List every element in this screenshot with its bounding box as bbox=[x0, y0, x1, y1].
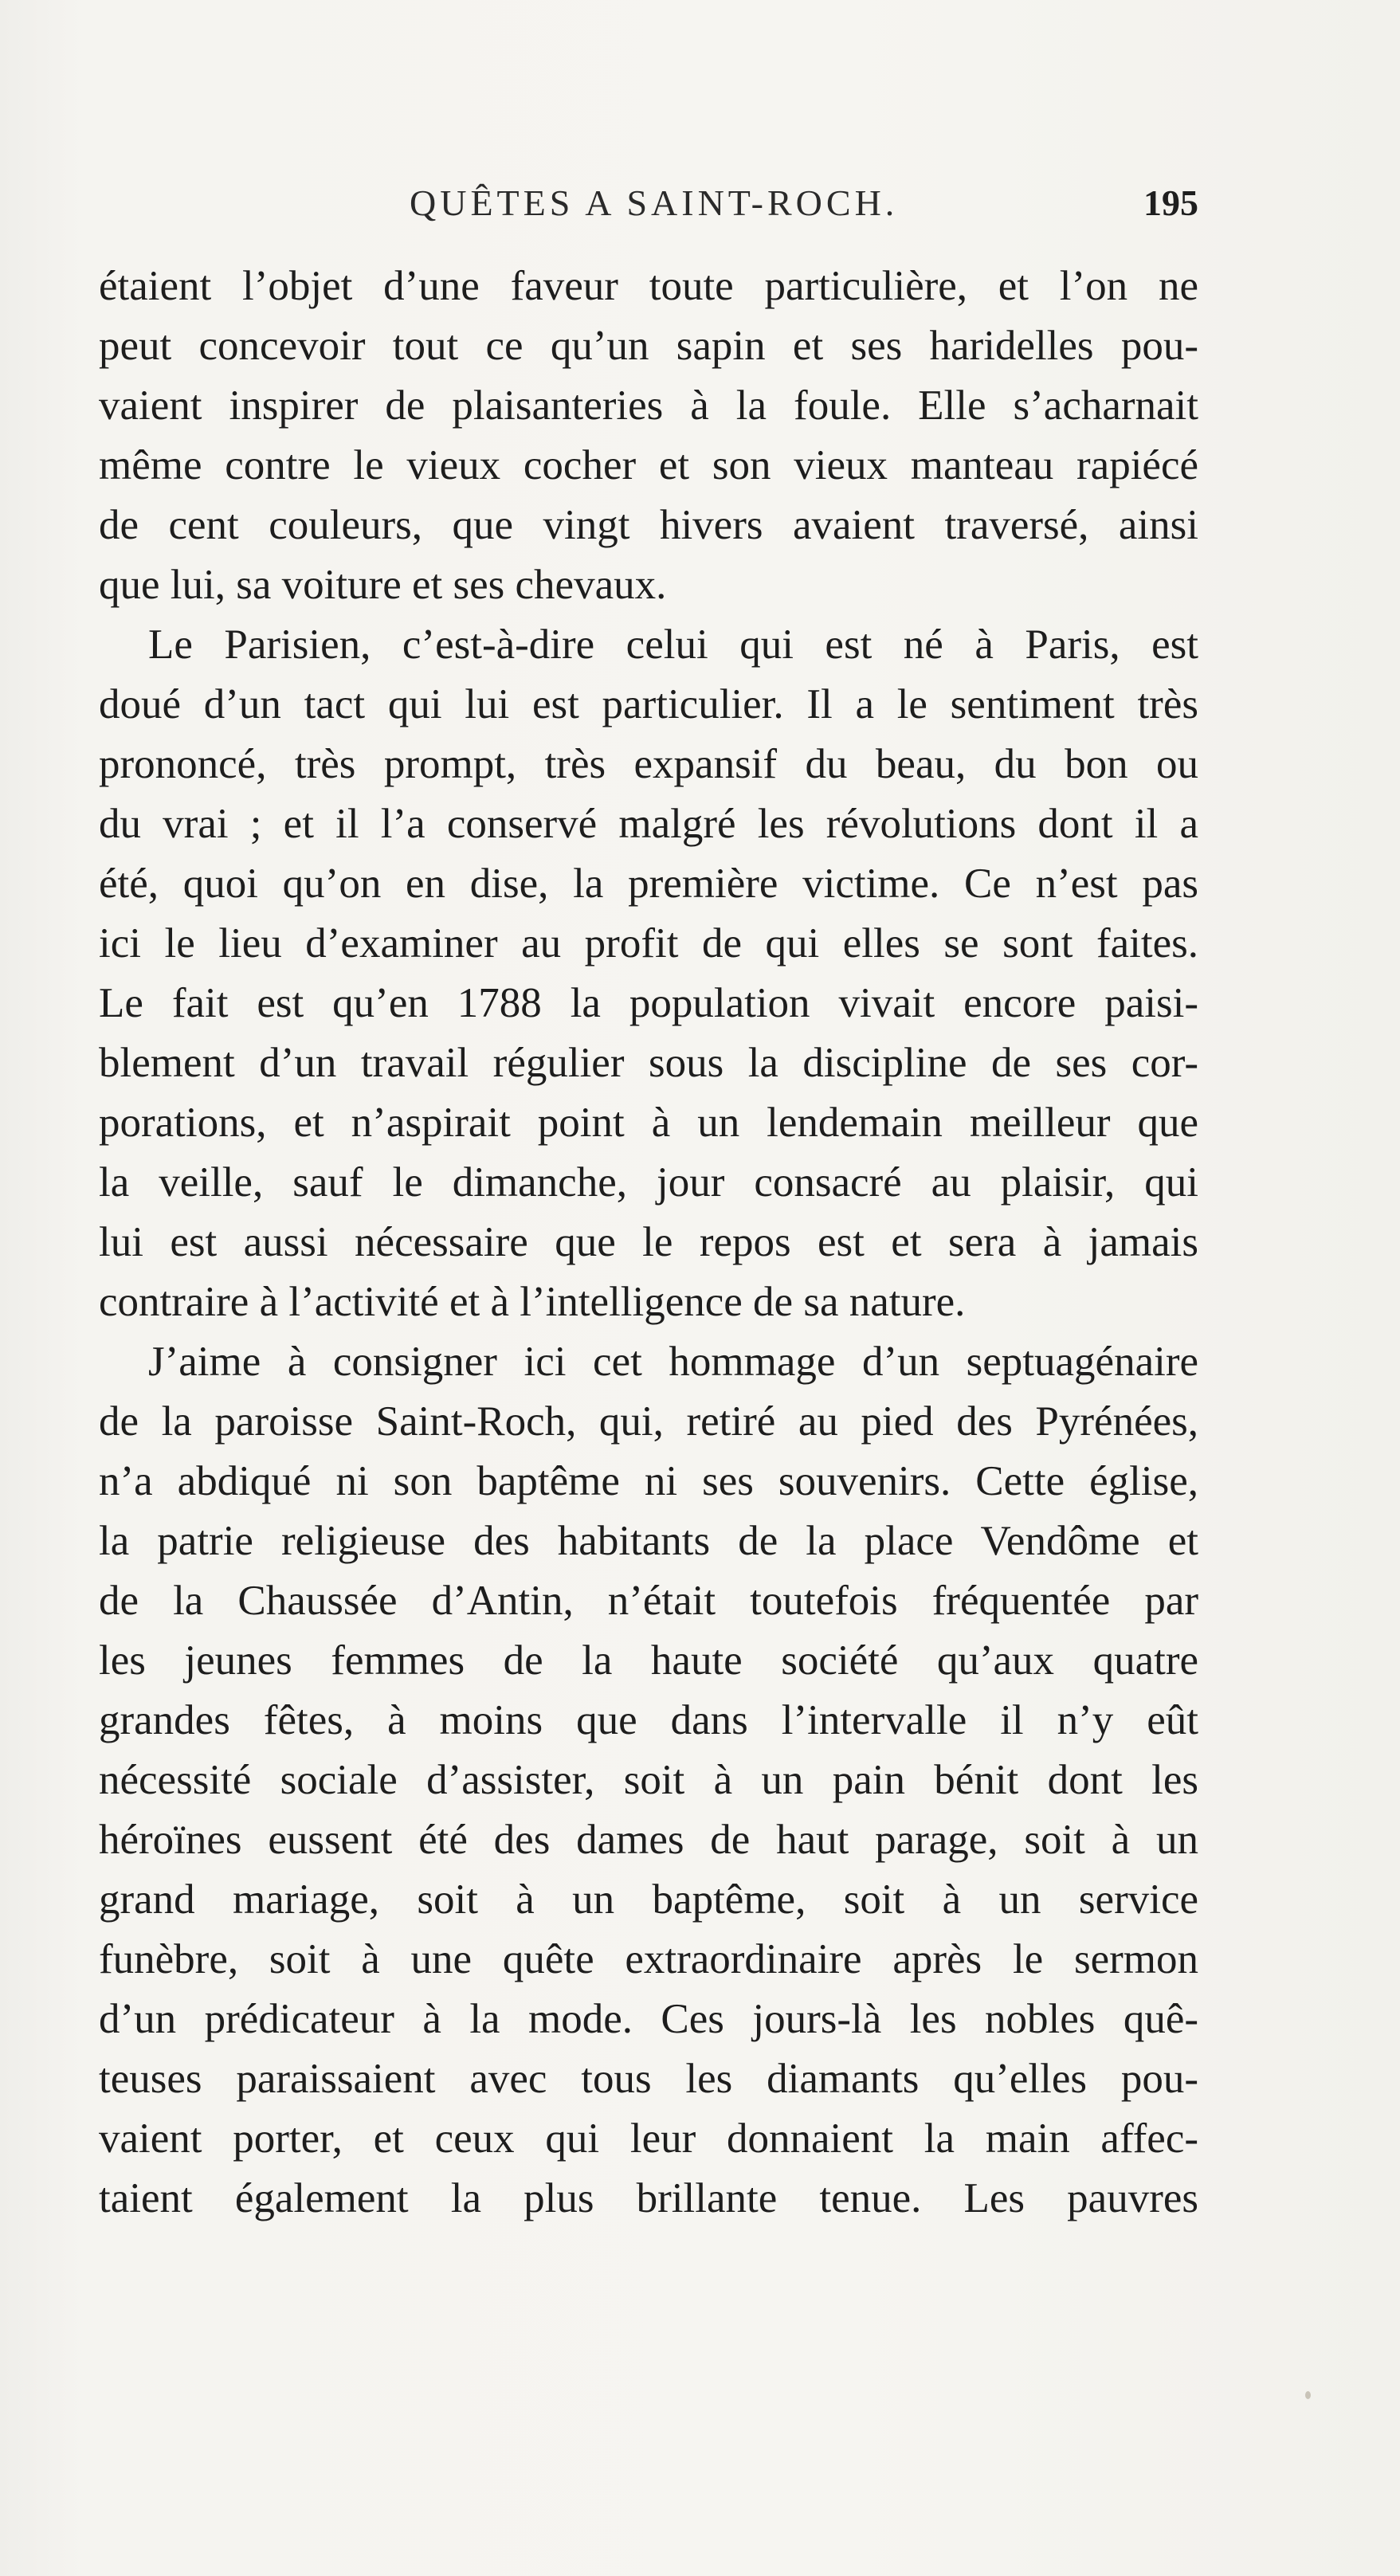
running-head bbox=[99, 182, 1198, 237]
text-line: funèbre, soit à une quête extraordinaire après le sermon bbox=[99, 1936, 1198, 1982]
text-line: la patrie religieuse des habitants de la place Vendôme et bbox=[99, 1518, 1198, 1564]
text-line: héroïnes eussent été des dames de haut parage, soit à un bbox=[99, 1817, 1198, 1863]
text-line: nécessité sociale d’assister, soit à un pain bénit dont les bbox=[99, 1757, 1198, 1803]
page-number: 195 bbox=[1143, 182, 1198, 223]
text-line: de la paroisse Saint-Roch, qui, retiré au pied des Pyrénées, bbox=[99, 1398, 1198, 1445]
text-line: de la Chaussée d’Antin, n’était toutefois fréquentée par bbox=[99, 1578, 1198, 1624]
text-line: taient également la plus brillante tenue. Les pauvres bbox=[99, 2175, 1198, 2221]
text-line: même contre le vieux cocher et son vieux manteau rapiécé bbox=[99, 442, 1198, 488]
text-line: été, quoi qu’on en dise, la première victime. Ce n’est pas bbox=[99, 861, 1198, 907]
text-line: que lui, sa voiture et ses chevaux. bbox=[99, 562, 667, 608]
text-line: vaient inspirer de plaisanteries à la foule. Elle s’acharnait bbox=[99, 382, 1198, 429]
text-line: teuses paraissaient avec tous les diamants qu’elles pou- bbox=[99, 2056, 1198, 2102]
text-line: blement d’un travail régulier sous la discipline de ses cor- bbox=[99, 1040, 1198, 1086]
text-line: peut concevoir tout ce qu’un sapin et ses haridelles pou- bbox=[99, 323, 1198, 369]
text-line: de cent couleurs, que vingt hivers avaient traversé, ainsi bbox=[99, 502, 1198, 548]
text-line: d’un prédicateur à la mode. Ces jours-là les nobles quê- bbox=[99, 1996, 1198, 2042]
text-line: contraire à l’activité et à l’intelligence de sa nature. bbox=[99, 1279, 966, 1325]
text-line: prononcé, très prompt, très expansif du beau, du bon ou bbox=[99, 741, 1198, 787]
text-line: du vrai ; et il l’a conservé malgré les révolutions dont il a bbox=[99, 801, 1198, 847]
running-title: QUÊTES A SAINT-ROCH. bbox=[410, 182, 899, 223]
text-line: grandes fêtes, à moins que dans l’intervalle il n’y eût bbox=[99, 1697, 1198, 1743]
text-line: lui est aussi nécessaire que le repos est et sera à jamais bbox=[99, 1219, 1198, 1265]
text-line: grand mariage, soit à un baptême, soit à un service bbox=[99, 1876, 1198, 1923]
text-line: la veille, sauf le dimanche, jour consacré au plaisir, qui bbox=[99, 1159, 1198, 1206]
paragraph-first-line: J’aime à consigner ici cet hommage d’un septuagénaire bbox=[148, 1339, 1198, 1385]
text-line: étaient l’objet d’une faveur toute particulière, et l’on ne bbox=[99, 263, 1198, 309]
text-line: vaient porter, et ceux qui leur donnaient la main affec- bbox=[99, 2115, 1198, 2162]
text-line: Le fait est qu’en 1788 la population vivait encore paisi- bbox=[99, 980, 1198, 1026]
body-text bbox=[99, 257, 1198, 2229]
paper-speck bbox=[1305, 2391, 1311, 2399]
text-line: doué d’un tact qui lui est particulier. Il a le sentiment très bbox=[99, 681, 1198, 727]
text-line: porations, et n’aspirait point à un lendemain meilleur que bbox=[99, 1100, 1198, 1146]
paragraph-first-line: Le Parisien, c’est-à-dire celui qui est né à Paris, est bbox=[148, 621, 1198, 668]
text-line: les jeunes femmes de la haute société qu’aux quatre bbox=[99, 1637, 1198, 1684]
text-line: ici le lieu d’examiner au profit de qui elles se sont faites. bbox=[99, 920, 1198, 966]
text-line: n’a abdiqué ni son baptême ni ses souvenirs. Cette église, bbox=[99, 1458, 1198, 1504]
